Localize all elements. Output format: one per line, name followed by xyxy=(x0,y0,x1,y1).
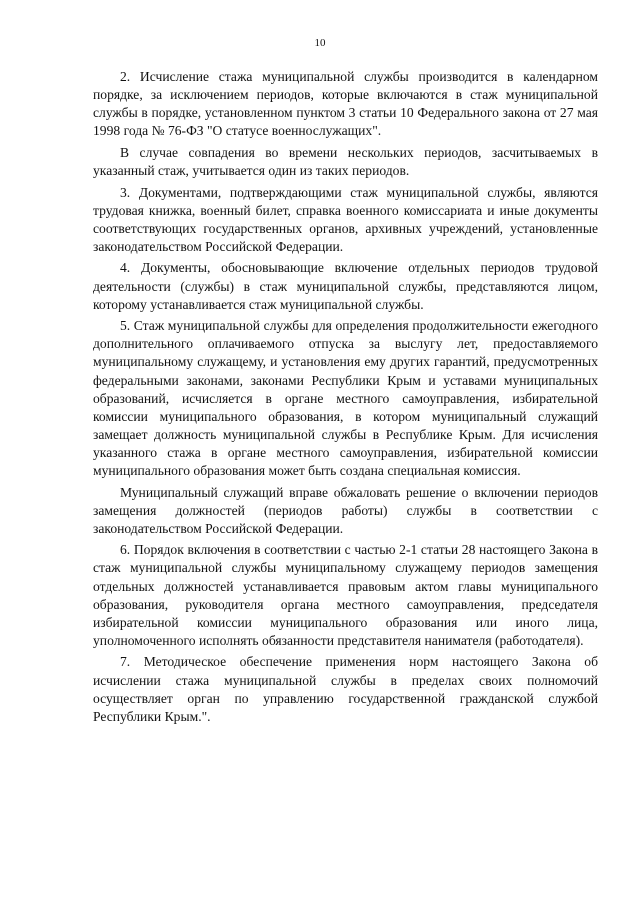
paragraph-2-calculation-order: 2. Исчисление стажа муниципальной службы производится в календарном порядке, за исключением периодов, которые включаются в стаж муниципальной службы в порядке, установленном пунктом 3 статьи 10 Федерального закона от 27 мая 1998 года № 76-ФЗ "О статусе военнослужащих". xyxy=(93,69,598,139)
document-body xyxy=(93,68,598,729)
paragraph-7-methodological-support: 7. Методическое обеспечение применения норм настоящего Закона об исчислении стажа муниципальной службы в пределах своих полномочий осуществляет орган по управлению государственной гражданской службой Республики Крым.". xyxy=(93,654,598,724)
paragraph-overlapping-periods: В случае совпадения во времени нескольких периодов, засчитываемых в указанный стаж, учитывается один из таких периодов. xyxy=(93,144,598,178)
paragraph-5-leave-calculation: 5. Стаж муниципальной службы для определения продолжительности ежегодного дополнительного оплачиваемого отпуска за выслугу лет, предоставляемого муниципальному служащему, и установления ему других гарантий, предусмотренных федеральными законами, законами Республики Крым и уставами муниципальных образований, исчисляется в органе местного самоуправления, избирательной комиссии муниципального образования, в котором муниципальный служащий замещает должность муниципальной службы в Республике Крым. Для исчисления указанного стажа в органе местного самоуправления, избирательной комиссии муниципального образования может быть создана специальная комиссия. xyxy=(93,318,598,478)
page-number: 10 xyxy=(314,37,326,49)
paragraph-appeal-right: Муниципальный служащий вправе обжаловать решение о включении периодов замещения должностей (периодов работы) службы в соответствии с законодательством Российской Федерации. xyxy=(93,484,598,536)
paragraph-6-inclusion-procedure: 6. Порядок включения в соответствии с частью 2-1 статьи 28 настоящего Закона в стаж муниципальной службы муниципальному служащему периодов замещения отдельных должностей устанавливается правовым актом главы муниципального образования, руководителя органа местного самоуправления, председателя избирательной комиссии муниципального образования или иного лица, уполномоченного исполнять обязанности представителя нанимателя (работодателя). xyxy=(93,542,598,648)
paragraph-3-documents: 3. Документами, подтверждающими стаж муниципальной службы, являются трудовая книжка, военный билет, справка военного комиссариата и иные документы соответствующих государственных органов, архивных учреждений, установленные законодательством Российской Федерации. xyxy=(93,184,598,254)
paragraph-4-supporting-documents: 4. Документы, обосновывающие включение отдельных периодов трудовой деятельности (службы) в стаж муниципальной службы, представляются лицом, которому устанавливается стаж муниципальной службы. xyxy=(93,260,598,312)
